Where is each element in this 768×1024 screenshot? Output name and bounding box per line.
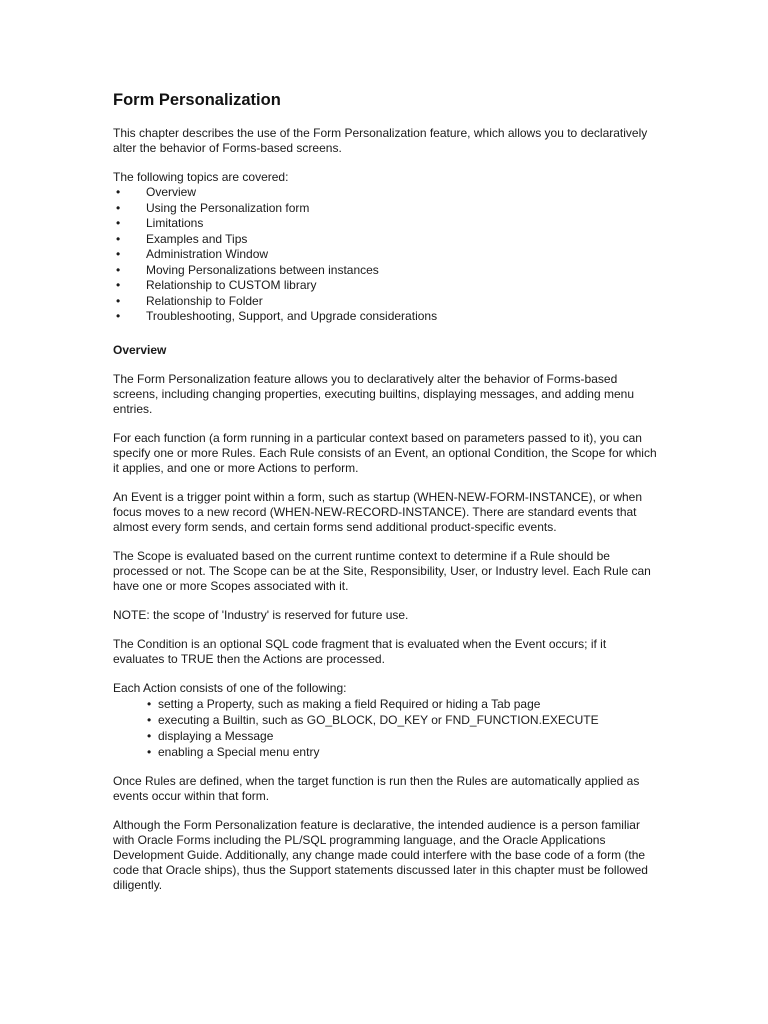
list-item	[113, 728, 658, 744]
topic-label: Relationship to CUSTOM library	[146, 278, 317, 292]
list-item	[113, 309, 658, 325]
actions-lead: Each Action consists of one of the following:	[113, 680, 347, 695]
list-item	[113, 216, 658, 232]
bullet-icon: •	[147, 712, 152, 727]
bullet-icon: •	[116, 278, 121, 292]
list-item	[113, 185, 658, 201]
topic-label: Limitations	[146, 216, 204, 230]
topic-label: Using the Personalization form	[146, 200, 310, 215]
bullet-icon: •	[147, 696, 152, 711]
topic-label: Troubleshooting, Support, and Upgrade considerations	[146, 309, 438, 323]
list-item	[113, 247, 658, 263]
bullet-icon: •	[116, 309, 121, 323]
bullet-icon: •	[116, 231, 121, 246]
bullet-icon: •	[116, 247, 121, 261]
topics-lead: The following topics are covered:	[113, 170, 289, 184]
scope-paragraph: The Scope is evaluated based on the current runtime context to determine if a Rule should be processed or not. The Scope can be at the Site, Responsibility, User, or Industry level. Each Rule can have one or more Scopes associated with it.	[113, 548, 651, 593]
intro-paragraph: This chapter describes the use of the Form Personalization feature, which allows you to declaratively alter the behavior of Forms-based screens.	[113, 126, 648, 155]
bullet-icon: •	[116, 262, 121, 277]
list-item	[113, 712, 658, 728]
audience-paragraph: Although the Form Personalization feature is declarative, the intended audience is a person familiar with Oracle Forms including the PL/SQL programming language, and the Oracle Applications Development Guide. Additionally, any change made could interfere with the base code of a form (the code that Oracle ships), thus the Support statements discussed later in this chapter must be followed diligently.	[113, 817, 648, 892]
list-item	[113, 744, 658, 760]
list-item	[113, 278, 658, 294]
action-label: displaying a Message	[158, 728, 274, 743]
rules-paragraph: For each function (a form running in a particular context based on parameters passed to it), you can specify one or more Rules. Each Rule consists of an Event, an optional Condition, the Scope for which it applies, and one or more Actions to perform.	[113, 430, 657, 475]
bullet-icon: •	[147, 728, 152, 743]
bullet-icon: •	[116, 200, 121, 215]
rules-applied-paragraph: Once Rules are defined, when the target function is run then the Rules are automatically applied as events occur within that form.	[113, 773, 640, 803]
list-item	[113, 263, 658, 279]
bullet-icon: •	[116, 216, 121, 230]
note-paragraph: NOTE: the scope of 'Industry' is reserved for future use.	[113, 607, 409, 622]
overview-paragraph: The Form Personalization feature allows you to declaratively alter the behavior of Forms-based screens, including changing properties, executing builtins, displaying messages, and adding menu entries.	[113, 371, 634, 416]
list-item	[113, 294, 658, 310]
bullet-icon: •	[116, 185, 121, 199]
topics-list	[113, 185, 658, 325]
document-page	[113, 88, 658, 907]
action-label: enabling a Special menu entry	[158, 744, 320, 759]
topic-label: Administration Window	[146, 247, 269, 261]
overview-heading: Overview	[113, 342, 167, 357]
event-paragraph: An Event is a trigger point within a form, such as startup (WHEN-NEW-FORM-INSTANCE), or when focus moves to a new record (WHEN-NEW-RECORD-INSTANCE). There are standard events that almost every form sends, and certain forms send additional product-specific events.	[113, 489, 643, 534]
action-label: setting a Property, such as making a field Required or hiding a Tab page	[158, 696, 541, 711]
list-item	[113, 232, 658, 248]
topic-label: Moving Personalizations between instances	[146, 262, 379, 277]
topic-label: Relationship to Folder	[146, 293, 263, 308]
topic-label: Overview	[146, 185, 197, 199]
condition-paragraph: The Condition is an optional SQL code fragment that is evaluated when the Event occurs; if it evaluates to TRUE then the Actions are processed.	[113, 636, 607, 666]
page-title: Form Personalization	[113, 91, 281, 109]
action-label: executing a Builtin, such as GO_BLOCK, DO_KEY or FND_FUNCTION.EXECUTE	[158, 712, 599, 727]
actions-list	[113, 696, 658, 760]
bullet-icon: •	[147, 744, 152, 759]
list-item	[113, 696, 658, 712]
topic-label: Examples and Tips	[146, 231, 248, 246]
list-item	[113, 201, 658, 217]
bullet-icon: •	[116, 293, 121, 308]
